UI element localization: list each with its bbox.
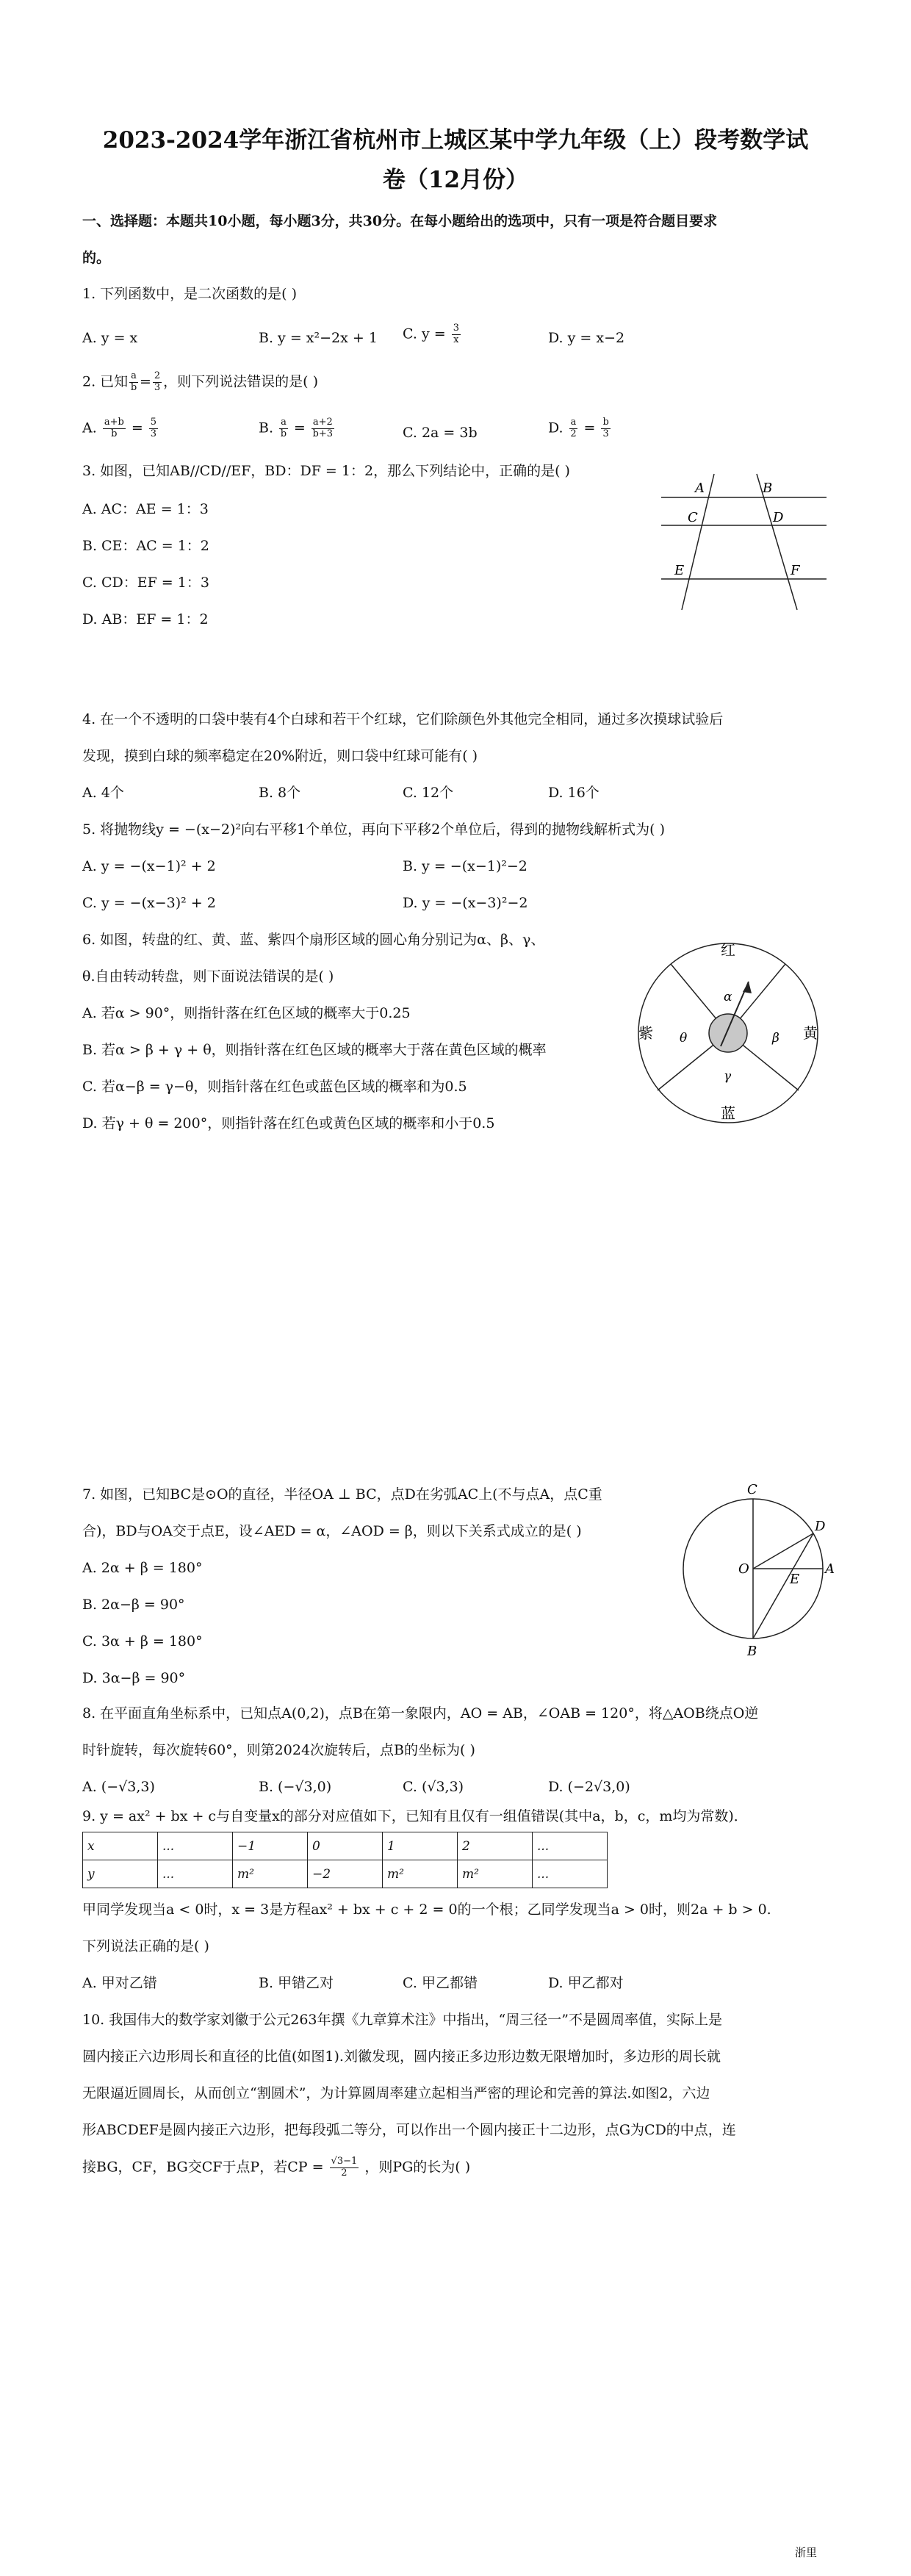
angle-theta: θ	[680, 1031, 688, 1046]
q1-option-b: B. y = x²−2x + 1	[259, 330, 378, 346]
q2-d-rnum: b	[602, 417, 609, 428]
q2-a-num: a+b	[104, 417, 124, 428]
q1-option-d: D. y = x−2	[548, 330, 625, 346]
sector-label-blue: 蓝	[721, 1104, 735, 1122]
q2-b-den: b	[280, 428, 287, 439]
q7-option-c: C. 3α + β = 180°	[82, 1633, 203, 1649]
section-heading: 一、选择题：本题共10小题，每小题3分，共30分。在每小题给出的选项中，只有一项是符合题目要求	[82, 213, 718, 229]
q2-b-rden: b+3	[312, 428, 334, 439]
q7-label-a: A	[825, 1561, 835, 1577]
q9-line2: 甲同学发现当a < 0时，x = 3是方程ax² + bx + c + 2 = 0的一个根；乙同学发现当a > 0时，则2a + b > 0.	[82, 1902, 771, 1918]
q6-option-b: B. 若α > β + γ + θ，则指针落在红色区域的概率大于落在黄色区域的概率	[82, 1042, 547, 1058]
page-title-line2: 卷（12月份）	[382, 167, 529, 193]
q10-cp-num: √3−1	[331, 2156, 358, 2167]
q2-b-frac2	[312, 417, 334, 440]
q1-stem: 1. 下列函数中，是二次函数的是( )	[82, 286, 298, 302]
table-cell: m²	[383, 1860, 458, 1888]
q2-d-rden: 3	[602, 428, 609, 439]
q5-option-c: C. y = −(x−3)² + 2	[82, 895, 216, 911]
q5-option-a: A. y = −(x−1)² + 2	[82, 858, 216, 874]
q8-line2: 时针旋转，每次旋转60°，则第2024次旋转后，点B的坐标为( )	[82, 1742, 475, 1758]
q7-label-b: B	[747, 1644, 757, 1657]
section-heading-line2: 的。	[82, 250, 111, 266]
table-row	[83, 1860, 608, 1888]
q2-stem-num1: a	[131, 370, 137, 381]
q10-line2: 圆内接正六边形周长和直径的比值(如图1).刘徽发现，圆内接正多边形边数无限增加时，多边形的周长就	[82, 2048, 721, 2065]
q3-stem: 3. 如图，已知AB//CD//EF，BD：DF = 1：2，那么下列结论中，正确的是( )	[82, 463, 570, 479]
q7-label-c: C	[747, 1482, 757, 1497]
q10-line5-suffix: ，则PG的长为( )	[364, 2159, 471, 2176]
q1-c-num: 3	[453, 323, 459, 334]
q4-line1: 4. 在一个不透明的口袋中装有4个白球和若干个红球，它们除颜色外其他完全相同，通过多次摸球试验后	[82, 711, 724, 727]
q2-b-prefix: B.	[259, 420, 274, 436]
q3-option-a: A. AC：AE = 1：3	[82, 501, 209, 517]
q9-option-c: C. 甲乙都错	[403, 1975, 478, 1991]
q7-segment-bd	[753, 1533, 813, 1638]
q2-d-num: a	[570, 417, 577, 428]
q6-line1: 6. 如图，转盘的红、黄、蓝、紫四个扇形区域的圆心角分别记为α、β、γ、	[82, 932, 545, 948]
q5-stem: 5. 将抛物线y = −(x−2)²向右平移1个单位，再向下平移2个单位后，得到的抛物线解析式为( )	[82, 821, 666, 838]
q2-a-frac1	[103, 417, 126, 440]
q1-c-den: x	[453, 334, 459, 345]
sector-label-red: 红	[721, 941, 735, 959]
angle-alpha: α	[724, 990, 732, 1004]
q9-option-d: D. 甲乙都对	[548, 1975, 624, 1991]
q1-option-a: A. y = x	[82, 330, 138, 346]
q2-a-prefix: A.	[82, 420, 97, 436]
footer-mark: 浙里	[795, 2546, 818, 2559]
q10-line1: 10. 我国伟大的数学家刘徽于公元263年撰《九章算术注》中指出，“周三径一”不是圆周率值，实际上是	[82, 2012, 722, 2028]
q5-option-b: B. y = −(x−1)²−2	[403, 858, 527, 874]
table-cell: ...	[533, 1832, 608, 1860]
q10-line5-prefix: 接BG，CF，BG交CF于点P，若CP =	[82, 2159, 324, 2176]
q2-stem-eq: =	[139, 373, 151, 390]
q10-line3: 无限逼近圆周长，从而创立“割圆术”，为计算圆周率建立起相当严密的理论和完善的算法.如图2，六边	[82, 2085, 710, 2101]
q3-option-d: D. AB：EF = 1：2	[82, 611, 209, 627]
q8-option-b: B. (−√3,0)	[259, 1779, 332, 1795]
q10-cp-fraction	[330, 2156, 359, 2179]
spinner-hub	[709, 1014, 747, 1052]
q8-option-a: A. (−√3,3)	[82, 1779, 155, 1795]
q2-d-frac2	[601, 417, 610, 440]
q10-cp-den: 2	[341, 2167, 348, 2179]
q2-stem-den2: 3	[154, 381, 161, 393]
q2-stem-num2: 2	[154, 370, 161, 381]
q2-a-rnum: 5	[150, 417, 157, 428]
q4-option-a: A. 4个	[82, 785, 124, 801]
angle-beta: β	[772, 1031, 779, 1046]
table-cell: 0	[308, 1832, 383, 1860]
q3-label-f: F	[791, 563, 800, 578]
q4-option-d: D. 16个	[548, 785, 599, 801]
q4-option-c: C. 12个	[403, 785, 454, 801]
q5-option-d: D. y = −(x−3)²−2	[403, 895, 528, 911]
q6-option-a: A. 若α > 90°，则指针落在红色区域的概率大于0.25	[82, 1005, 411, 1021]
table-row	[83, 1832, 608, 1860]
q7-option-b: B. 2α−β = 90°	[82, 1597, 185, 1613]
q7-line1: 7. 如图，已知BC是⊙O的直径，半径OA ⊥ BC，点D在劣弧AC上(不与点A，点C重	[82, 1486, 602, 1503]
q2-b-eq: =	[293, 420, 306, 436]
table-cell: 2	[458, 1832, 533, 1860]
table-cell: ...	[533, 1860, 608, 1888]
q3-option-b: B. CE：AC = 1：2	[82, 538, 209, 554]
q2-option-a	[82, 417, 159, 440]
q2-a-eq: =	[131, 420, 143, 436]
q1-option-c	[403, 323, 462, 346]
q3-label-c: C	[688, 510, 698, 525]
q7-option-d: D. 3α−β = 90°	[82, 1670, 186, 1686]
q6-option-c: C. 若α−β = γ−θ，则指针落在红色或蓝色区域的概率和为0.5	[82, 1079, 467, 1095]
q3-label-d: D	[773, 510, 784, 525]
q2-d-frac1	[569, 417, 578, 440]
q2-option-c: C. 2a = 3b	[403, 425, 478, 441]
q10-line4: 形ABCDEF是圆内接正六边形，把每段弧二等分，可以作出一个圆内接正十二边形，点G为CD的中点，连	[82, 2122, 736, 2138]
q9-option-a: A. 甲对乙错	[82, 1975, 157, 1991]
q2-a-rden: 3	[150, 428, 157, 439]
q9-option-b: B. 甲错乙对	[259, 1975, 334, 1991]
q1-option-c-fraction	[452, 323, 461, 346]
table-cell: ...	[158, 1860, 233, 1888]
sector-label-purple: 紫	[638, 1024, 653, 1042]
angle-gamma: γ	[724, 1069, 732, 1084]
q9-line3: 下列说法正确的是( )	[82, 1938, 209, 1954]
q2-b-rnum: a+2	[312, 417, 333, 428]
q8-option-c: C. (√3,3)	[403, 1779, 464, 1795]
q3-label-e: E	[674, 563, 685, 578]
q2-stem-suffix: ，则下列说法错误的是( )	[163, 373, 319, 390]
table-cell: y	[83, 1860, 158, 1888]
q2-d-den: 2	[570, 428, 577, 439]
q3-option-c: C. CD：EF = 1：3	[82, 575, 209, 591]
q10-line5	[82, 2156, 470, 2179]
q2-b-frac1	[279, 417, 288, 440]
q8-option-d: D. (−2√3,0)	[548, 1779, 630, 1795]
q6-line2: θ.自由转动转盘，则下面说法错误的是( )	[82, 968, 334, 985]
q3-label-b: B	[763, 481, 773, 496]
q2-stem-frac1	[129, 371, 138, 394]
q2-option-d	[548, 417, 612, 440]
table-cell: ...	[158, 1832, 233, 1860]
table-cell: x	[83, 1832, 158, 1860]
table-cell: 1	[383, 1832, 458, 1860]
q6-spinner-figure	[628, 933, 827, 1132]
q6-option-d: D. 若γ + θ = 200°，则指针落在红色或黄色区域的概率和小于0.5	[82, 1115, 495, 1132]
q9-value-table	[82, 1832, 608, 1888]
q2-a-frac2	[149, 417, 158, 440]
q2-a-den: b	[111, 428, 118, 439]
q2-stem-prefix: 2. 已知	[82, 373, 129, 390]
q2-d-prefix: D.	[548, 420, 563, 436]
q2-option-b	[259, 417, 336, 440]
q4-line2: 发现，摸到白球的频率稳定在20%附近，则口袋中红球可能有( )	[82, 748, 478, 764]
q2-stem-frac2	[153, 371, 162, 394]
table-cell: −1	[233, 1832, 308, 1860]
q7-option-a: A. 2α + β = 180°	[82, 1560, 203, 1576]
table-cell: m²	[458, 1860, 533, 1888]
sector-label-yellow: 黄	[803, 1024, 818, 1042]
q7-circle-figure	[680, 1481, 841, 1657]
q7-label-o: O	[738, 1561, 749, 1577]
q2-d-eq: =	[583, 420, 596, 436]
q7-label-d: D	[815, 1519, 826, 1534]
q8-line1: 8. 在平面直角坐标系中，已知点A(0,2)，点B在第一象限内，AO = AB，∠OAB = 120°，将△AOB绕点O逆	[82, 1705, 759, 1721]
q3-label-a: A	[695, 481, 705, 496]
q7-label-e: E	[790, 1572, 800, 1587]
q2-stem	[82, 371, 318, 394]
q3-figure	[647, 470, 838, 617]
page-title: 2023-2024学年浙江省杭州市上城区某中学九年级（上）段考数学试	[102, 127, 809, 154]
q4-option-b: B. 8个	[259, 785, 301, 801]
q7-segment-od	[753, 1533, 813, 1569]
q2-b-num: a	[281, 417, 287, 428]
q9-stem: 9. y = ax² + bx + c与自变量x的部分对应值如下，已知有且仅有一组值错误(其中a，b，c，m均为常数)．	[82, 1808, 748, 1824]
table-cell: −2	[308, 1860, 383, 1888]
q7-line2: 合)，BD与OA交于点E，设∠AED = α，∠AOD = β，则以下关系式成立的是( )	[82, 1523, 582, 1539]
table-cell: m²	[233, 1860, 308, 1888]
q1-option-c-prefix: C. y =	[403, 325, 446, 342]
q2-stem-den1: b	[130, 381, 137, 393]
